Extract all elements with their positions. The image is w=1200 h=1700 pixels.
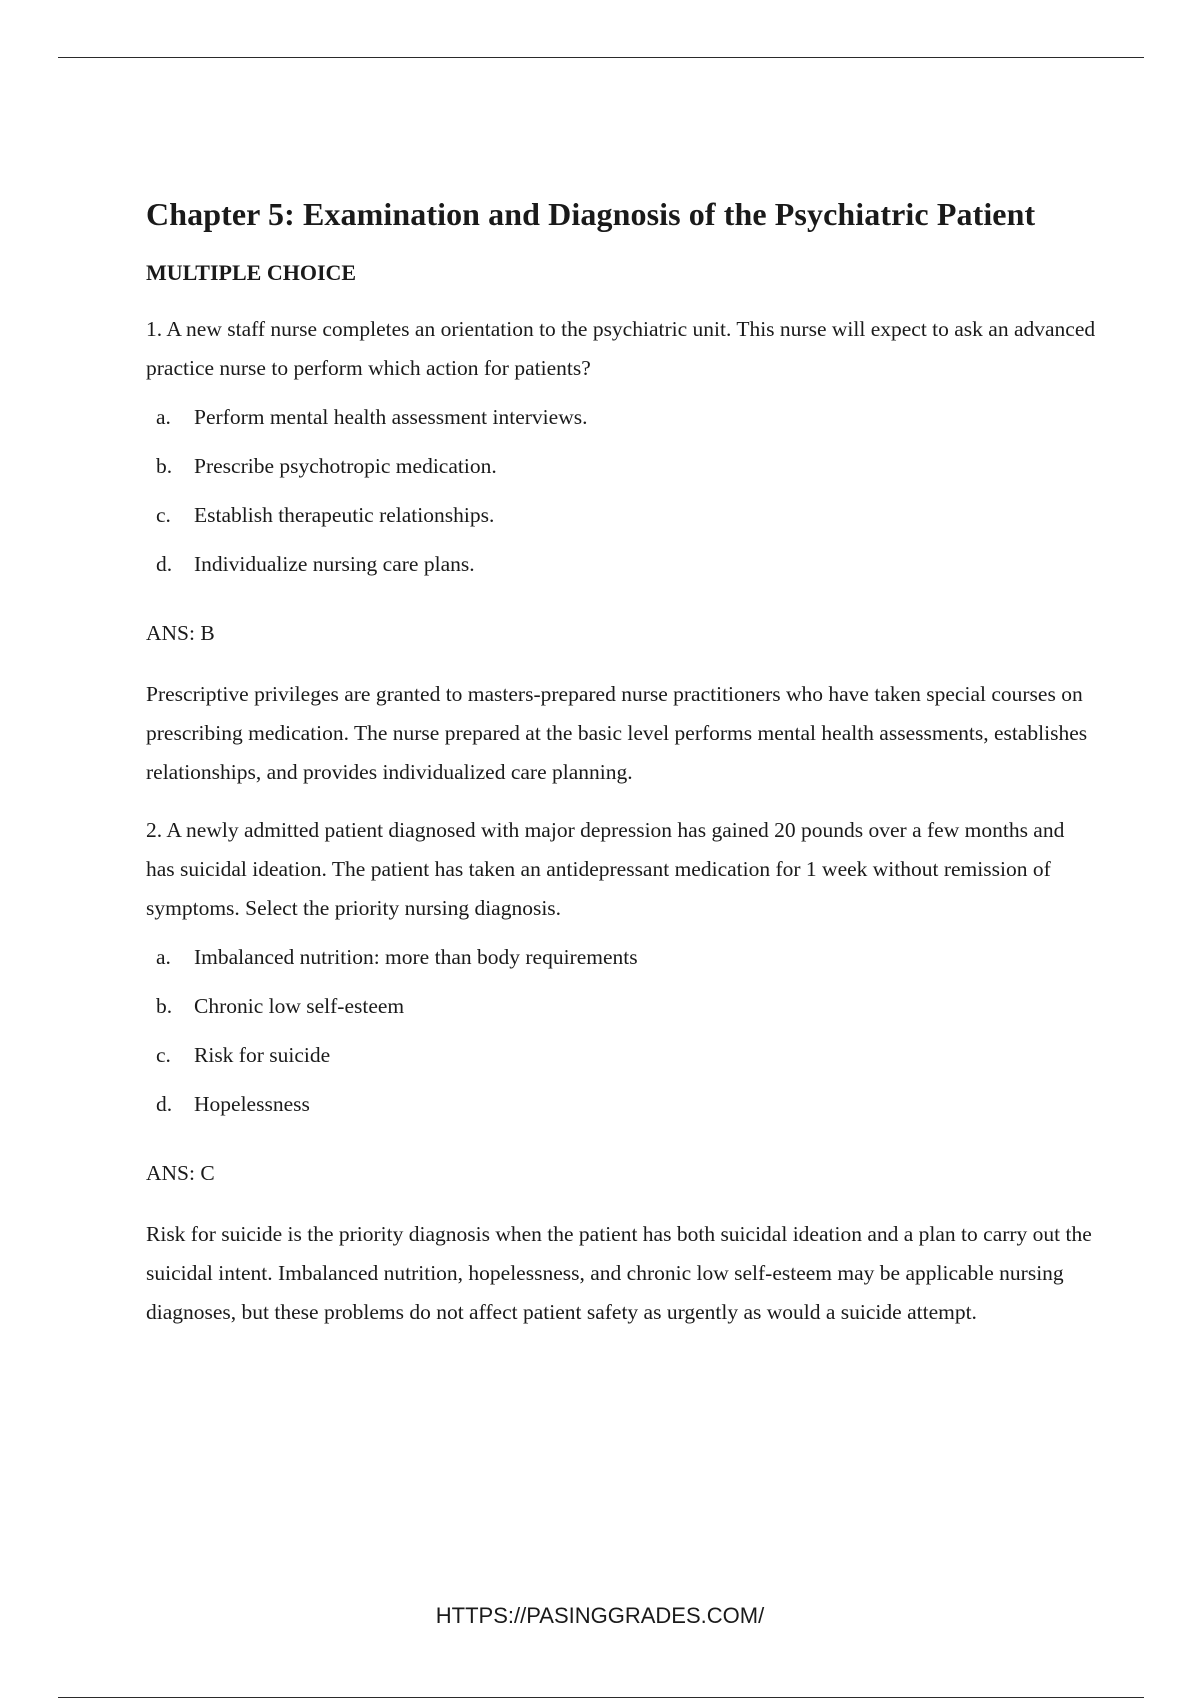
- top-rule: [58, 57, 1144, 58]
- answer-options: [146, 944, 1098, 1117]
- option-letter: a.: [156, 405, 171, 429]
- rationale: Risk for suicide is the priority diagnosis when the patient has both suicidal ideation and a plan to carry out the suicidal intent. Imbalanced nutrition, hopelessness, and chronic low self-esteem may be applicable nursing diagnoses, but these problems do not affect patient safety as urgently as would a suicide attempt.: [146, 1222, 1092, 1324]
- question-stem: 2. A newly admitted patient diagnosed with major depression has gained 20 pounds over a few months and has suicidal ideation. The patient has taken an antidepressant medication for 1 week without remission of symptoms. Select the priority nursing diagnosis.: [146, 818, 1065, 920]
- option-b: [146, 453, 1098, 479]
- footer-url: HTTPS://PASINGGRADES.COM/: [435, 1603, 765, 1628]
- option-letter: b.: [156, 994, 173, 1018]
- option-letter: d.: [156, 1092, 173, 1116]
- option-letter: c.: [156, 1043, 171, 1067]
- option-letter: a.: [156, 945, 171, 969]
- answer-key: ANS: B: [146, 621, 215, 645]
- question-stem: 1. A new staff nurse completes an orientation to the psychiatric unit. This nurse will expect to ask an advanced practice nurse to perform which action for patients?: [146, 317, 1096, 380]
- question-2: [146, 811, 1098, 1332]
- option-text: Hopelessness: [194, 1092, 310, 1116]
- option-text: Risk for suicide: [194, 1043, 331, 1067]
- option-text: Perform mental health assessment interviews.: [194, 405, 588, 429]
- rationale: Prescriptive privileges are granted to masters-prepared nurse practitioners who have taken special courses on prescribing medication. The nurse prepared at the basic level performs mental health assessments, establishes relationships, and provides individualized care planning.: [146, 682, 1088, 784]
- option-d: [146, 1091, 1098, 1117]
- bottom-rule: [58, 1697, 1144, 1698]
- option-text: Individualize nursing care plans.: [194, 552, 475, 576]
- answer-key: ANS: C: [146, 1161, 215, 1185]
- option-text: Establish therapeutic relationships.: [194, 503, 495, 527]
- option-a: [146, 944, 1098, 970]
- option-a: [146, 404, 1098, 430]
- section-heading: MULTIPLE CHOICE: [146, 260, 357, 285]
- option-text: Chronic low self-esteem: [194, 994, 405, 1018]
- document-body: [146, 192, 1098, 1332]
- option-text: Imbalanced nutrition: more than body requirements: [194, 945, 638, 969]
- option-b: [146, 993, 1098, 1019]
- page-title: Chapter 5: Examination and Diagnosis of the Psychiatric Patient: [146, 196, 1036, 232]
- answer-options: [146, 404, 1098, 577]
- question-1: [146, 310, 1098, 792]
- option-text: Prescribe psychotropic medication.: [194, 454, 497, 478]
- option-letter: c.: [156, 503, 171, 527]
- option-c: [146, 502, 1098, 528]
- option-c: [146, 1042, 1098, 1068]
- option-letter: d.: [156, 552, 173, 576]
- option-letter: b.: [156, 454, 173, 478]
- option-d: [146, 551, 1098, 577]
